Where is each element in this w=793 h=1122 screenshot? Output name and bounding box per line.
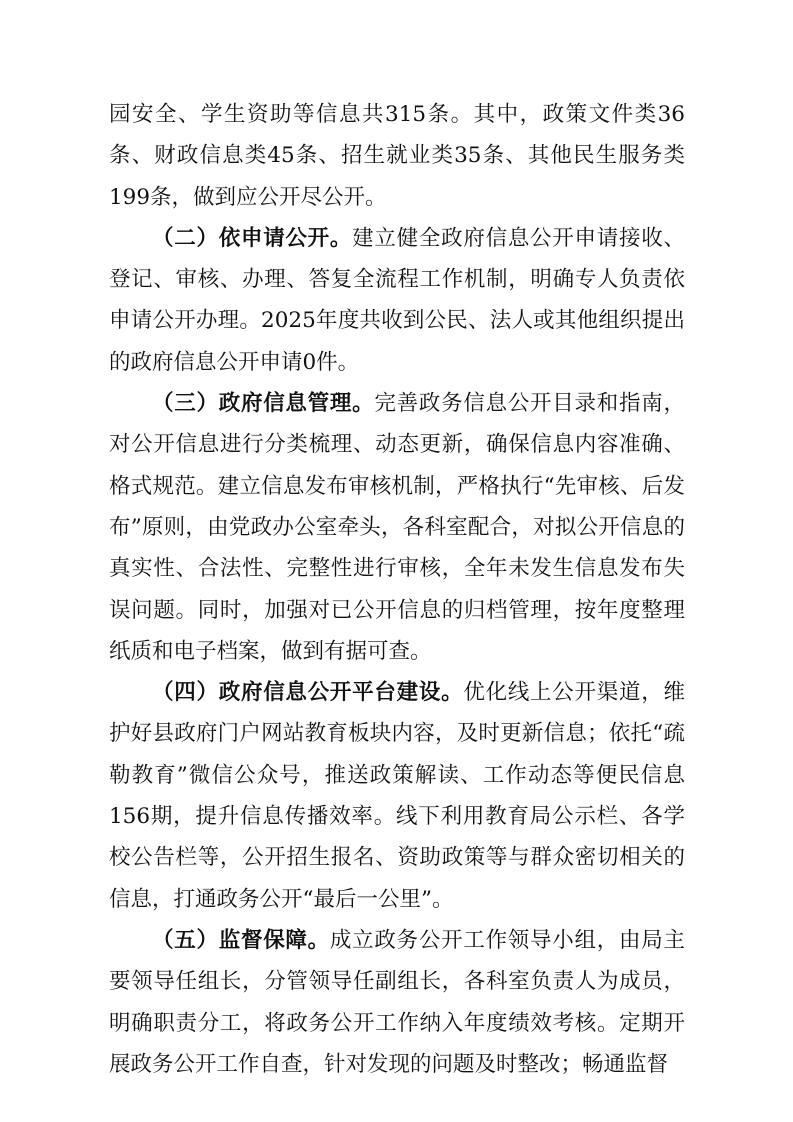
- paragraph-supervision: [109, 920, 685, 1085]
- paragraph-body: 成立政务公开工作领导小组，由局主要领导任组长，分管领导任副组长，各科室负责人为成员，明确职责分工，将政务公开工作纳入年度绩效考核。定期开展政务公开工作自查，针对发现的问题及时整改；畅通监督: [109, 927, 685, 1077]
- paragraph-body: 完善政务信息公开目录和指南，对公开信息进行分类梳理、动态更新，确保信息内容准确、格式规范。建立信息发布审核机制，严格执行“先审核、后发布”原则，由党政办公室牵头，各科室配合，对拟公开信息的真实性、合法性、完整性进行审核，全年未发生信息发布失误问题。同时，加强对已公开信息的归档管理，按年度整理纸质和电子档案，做到有据可查。: [109, 391, 685, 664]
- paragraph-body: 园安全、学生资助等信息共315条。其中，政策文件类36条、财政信息类45条、招生就业类35条、其他民生服务类199条，做到应公开尽公开。: [109, 102, 685, 210]
- document-body: [109, 94, 685, 1085]
- paragraph-info-summary: [109, 94, 685, 218]
- paragraph-info-management: [109, 383, 685, 672]
- paragraph-platform-construction: [109, 672, 685, 920]
- section-heading: （三）政府信息管理。: [152, 391, 375, 417]
- section-heading: （五）监督保障。: [152, 927, 330, 953]
- paragraph-body: 建立健全政府信息公开申请接收、登记、审核、办理、答复全流程工作机制，明确专人负责依申请公开办理。2025年度共收到公民、法人或其他组织提出的政府信息公开申请0件。: [109, 225, 685, 375]
- paragraph-application-disclosure: [109, 218, 685, 383]
- paragraph-body: 优化线上公开渠道，维护好县政府门户网站教育板块内容，及时更新信息；依托“疏勒教育”微信公众号，推送政策解读、工作动态等便民信息156期，提升信息传播效率。线下利用教育局公示栏、各学校公告栏等，公开招生报名、资助政策等与群众密切相关的信息，打通政务公开“最后一公里”。: [109, 680, 685, 912]
- section-heading: （四）政府信息公开平台建设。: [152, 680, 464, 706]
- section-heading: （二）依申请公开。: [152, 225, 353, 251]
